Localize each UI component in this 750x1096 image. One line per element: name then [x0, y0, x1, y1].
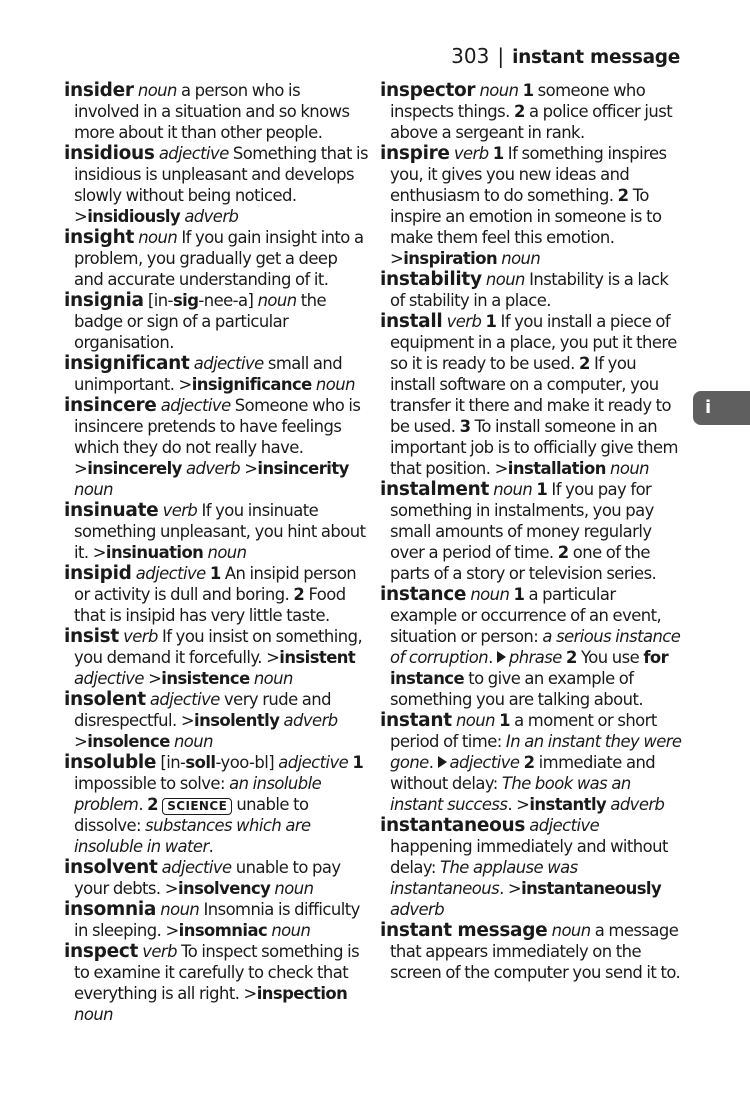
see-also-arrow: > [92, 543, 106, 562]
definition: If you install software on a computer, you transfer it there and make it ready to be used. [390, 354, 672, 436]
definition: Food that is insipid has very little taste. [74, 585, 346, 625]
derived-word: insincerity [257, 459, 349, 478]
sense-number: 1 [513, 585, 525, 604]
derived-word: insincerely [87, 459, 182, 478]
part-of-speech: adjective [160, 396, 231, 415]
part-of-speech: adjective [161, 858, 232, 877]
headword: insolent [64, 689, 146, 710]
derived-word: insistent [279, 648, 356, 667]
page-number: 303 [451, 44, 490, 68]
definition: the badge or sign of a particular organisation. [74, 291, 326, 352]
entry-inspect [64, 941, 369, 1025]
definition: a moment or short period of time: [390, 711, 657, 751]
definition: If something inspires you, it gives you new ideas and enthusiasm to do something. [390, 144, 667, 205]
derived-pos: noun [74, 1005, 113, 1024]
thumb-index-tab: i [693, 391, 750, 425]
entry-insolent [64, 689, 369, 752]
derived-pos: adjective [74, 669, 144, 688]
part-of-speech: adjective [158, 144, 229, 163]
part-of-speech: noun [160, 900, 200, 919]
derived-pos: noun [271, 921, 311, 940]
see-also-arrow: > [507, 879, 522, 898]
definition: happening immediately and without delay: [390, 837, 668, 877]
definition: impossible to solve: [74, 774, 225, 793]
part-of-speech: noun [551, 921, 591, 940]
entry-insidious [64, 143, 369, 227]
headword: instantaneous [380, 815, 526, 836]
definition: If you insinuate something unpleasant, you hint about it. [74, 501, 366, 562]
definition: unable to dissolve: [74, 795, 309, 835]
definition: Instability is a lack of stability in a place. [390, 270, 669, 310]
derived-pos: noun [74, 480, 113, 499]
derived-pos: adverb [390, 900, 445, 919]
entry-insipid [64, 563, 369, 626]
header-separator: | [497, 44, 505, 68]
part-of-speech: adjective [449, 753, 520, 772]
derived-pos: noun [315, 375, 355, 394]
headword: install [380, 311, 443, 332]
definition: To inspire an emotion in someone is to make them feel this emotion. [390, 186, 662, 247]
see-also-arrow: > [390, 249, 404, 268]
see-also-arrow: > [180, 711, 195, 730]
derived-pos: noun [274, 879, 314, 898]
entry-insignia [64, 290, 369, 353]
sense-number: 1 [499, 711, 510, 730]
definition: If you gain insight into a problem, you gradually get a deep and accurate understanding of it. [74, 228, 364, 289]
part-of-speech: adjective [193, 354, 264, 373]
sense-number: 2 [147, 795, 159, 814]
headword: insignificant [64, 353, 190, 374]
derived-word: insolence [87, 732, 170, 751]
entry-instant: instant noun 1 a moment or short period of time: In an instant they were gone. adjective 2 immediate and without delay: The book was an instant success. >instantly adverb [380, 710, 682, 814]
derived-word: installation [507, 459, 606, 478]
sense-number: 1 [522, 81, 534, 100]
part-of-speech: verb [453, 144, 489, 163]
derived-pos: noun [173, 732, 213, 751]
definition: a message that appears immediately on the screen of the computer you send it to. [390, 921, 681, 982]
pronunciation: [in-sig-nee-a] [147, 291, 254, 310]
part-of-speech: noun [257, 291, 297, 310]
entry-instantaneous: instantaneous adjective happening immediately and without delay: The applause was instantaneous. >instantaneously adverb [380, 815, 668, 919]
definition: If you install a piece of equipment in a place, you put it there so it is ready to be used. [390, 312, 677, 373]
guide-word: instant message [512, 47, 680, 68]
headword: insinuate [64, 500, 159, 521]
running-head [451, 44, 680, 68]
see-also-arrow: > [178, 375, 192, 394]
pronunciation: [in-soll-yoo-bl] [160, 753, 275, 772]
sense-number: 2 [578, 354, 590, 373]
part-of-speech: adjective [278, 753, 349, 772]
entry-insolvent [64, 857, 369, 899]
part-of-speech: noun [493, 480, 533, 499]
definition: An insipid person or activity is dull and boring. [74, 564, 357, 604]
part-of-speech: noun [455, 711, 495, 730]
definition: someone who inspects things. [390, 81, 646, 121]
triangle-arrow-icon [497, 651, 506, 663]
definition: Someone who is insincere pretends to have feelings which they do not really have. [74, 396, 361, 457]
derived-pos: noun [253, 669, 293, 688]
definition: If you pay for something in instalments, you pay small amounts of money regularly over a period of time. [390, 480, 654, 562]
derived-word: instantly [529, 795, 607, 814]
definition: a police officer just above a sergeant in rank. [390, 102, 673, 142]
example: an insoluble problem [74, 774, 322, 814]
definition: one of the parts of a story or television series. [390, 543, 657, 583]
sense-number: 1 [492, 144, 504, 163]
see-also-arrow: > [516, 795, 530, 814]
entry-insist [64, 626, 369, 689]
derived-word: inspection [256, 984, 348, 1003]
definition: If you insist on something, you demand it forcefully. [74, 627, 363, 667]
headword: insidious [64, 143, 155, 164]
entry-insight [64, 227, 369, 290]
part-of-speech: adjective [529, 816, 600, 835]
headword: instability [380, 269, 482, 290]
see-also-arrow: > [74, 459, 88, 478]
sense-number: 2 [293, 585, 305, 604]
derived-word: inspiration [403, 249, 498, 268]
headword: insist [64, 626, 119, 647]
entry-instability [380, 269, 685, 311]
headword: insignia [64, 290, 144, 311]
see-also-arrow: > [164, 879, 178, 898]
entry-insomnia [64, 899, 369, 941]
example: In an instant they were gone [390, 732, 682, 772]
definition: Something that is insidious is unpleasant and develops slowly without being noticed. [74, 144, 368, 205]
see-also-arrow: > [243, 984, 257, 1003]
derived-word: insidiously [87, 207, 181, 226]
part-of-speech: verb [446, 312, 482, 331]
example: substances which are insoluble in water [74, 816, 311, 856]
derived-word: insignificance [191, 375, 312, 394]
derived-pos: noun [610, 459, 649, 478]
see-also-arrow: > [165, 921, 179, 940]
headword: insincere [64, 395, 157, 416]
entry-insincere [64, 395, 369, 500]
headword: instant message [380, 920, 548, 941]
see-also-arrow: > [148, 669, 162, 688]
see-also-arrow: > [494, 459, 508, 478]
part-of-speech: noun [479, 81, 519, 100]
definition: a particular example or occurrence of an event, situation or person: [390, 585, 662, 646]
headword: inspector [380, 80, 476, 101]
entry-insinuate [64, 500, 369, 563]
entry-inspector [380, 80, 685, 143]
definition: a person who is involved in a situation and so knows more about it than other people. [74, 81, 350, 142]
see-also-arrow: > [74, 207, 88, 226]
derived-word: insinuation [105, 543, 204, 562]
see-also-arrow: > [266, 648, 280, 667]
subject-label: SCIENCE [162, 798, 232, 815]
sense-number: 2 [523, 753, 535, 772]
derived-word: instantaneously [521, 879, 662, 898]
derived-pos: noun [501, 249, 541, 268]
definition: unable to pay your debts. [74, 858, 341, 898]
headword: insomnia [64, 899, 157, 920]
entry-inspire [380, 143, 685, 269]
derived-pos: adverb [283, 711, 338, 730]
entry-insoluble: insoluble [in-soll-yoo-bl] adjective 1 impossible to solve: an insoluble problem. 2 SCIENCE unable to dissolve: substances which are insoluble in water. [64, 752, 364, 856]
triangle-arrow-icon [438, 756, 447, 768]
sense-number: 1 [352, 753, 364, 772]
column-left [64, 80, 369, 1025]
headword: insoluble [64, 752, 157, 773]
column-right [380, 80, 685, 983]
derived-word: insomniac [178, 921, 268, 940]
derived-pos: noun [207, 543, 247, 562]
derived-word: insistence [161, 669, 250, 688]
part-of-speech: adjective [149, 690, 220, 709]
sense-number: 1 [536, 480, 548, 499]
see-also-arrow: > [244, 459, 258, 478]
part-of-speech: noun [138, 228, 178, 247]
headword: insider [64, 80, 134, 101]
derived-pos: adverb [610, 795, 665, 814]
sense-number: 1 [485, 312, 497, 331]
entry-instalment [380, 479, 685, 584]
definition: very rude and disrespectful. [74, 690, 331, 730]
headword: insipid [64, 563, 132, 584]
definition: To inspect something is to examine it carefully to check that everything is all right. [74, 942, 360, 1003]
sense-number: 3 [459, 417, 471, 436]
sense-number: 2 [565, 648, 577, 667]
part-of-speech: phrase [508, 648, 562, 667]
derived-pos: adverb [185, 459, 241, 478]
sense-number: 2 [617, 186, 629, 205]
example: The applause was instantaneous [390, 858, 578, 898]
headword: instalment [380, 479, 490, 500]
definition: To install someone in an important job is to officially give them that position. [390, 417, 678, 478]
part-of-speech: noun [485, 270, 525, 289]
see-also-arrow: > [74, 732, 88, 751]
derived-word: insolvency [177, 879, 271, 898]
headword: insolvent [64, 857, 158, 878]
entry-instance: instance noun 1 a particular example or occurrence of an event, situation or person: a serious instance of corruption. phrase 2 You use for instance to give an example of something you are talking about. [380, 584, 681, 709]
derived-pos: adverb [184, 207, 239, 226]
part-of-speech: noun [137, 81, 177, 100]
sense-number: 2 [513, 102, 525, 121]
headword: inspect [64, 941, 139, 962]
definition: small and unimportant. [74, 354, 343, 394]
part-of-speech: noun [470, 585, 510, 604]
headword: insight [64, 227, 135, 248]
definition: to give an example of something you are talking about. [390, 669, 644, 709]
part-of-speech: adjective [135, 564, 206, 583]
definition: You use [581, 648, 640, 667]
part-of-speech: verb [123, 627, 158, 646]
definition: immediate and without delay: [390, 753, 656, 793]
sense-number: 1 [209, 564, 221, 583]
entry-instant-message [380, 920, 685, 983]
example: a serious instance of corruption [390, 627, 681, 667]
entry-install [380, 311, 685, 479]
part-of-speech: verb [162, 501, 198, 520]
headword: instant [380, 710, 452, 731]
definition: Insomnia is difficulty in sleeping. [74, 900, 360, 940]
headword: inspire [380, 143, 450, 164]
entry-insignificant [64, 353, 369, 395]
example: The book was an instant success [390, 774, 631, 814]
headword: instance [380, 584, 467, 605]
entry-insider [64, 80, 369, 143]
part-of-speech: verb [142, 942, 177, 961]
phrase: for instance [390, 648, 669, 688]
sense-number: 2 [557, 543, 569, 562]
derived-word: insolently [194, 711, 280, 730]
